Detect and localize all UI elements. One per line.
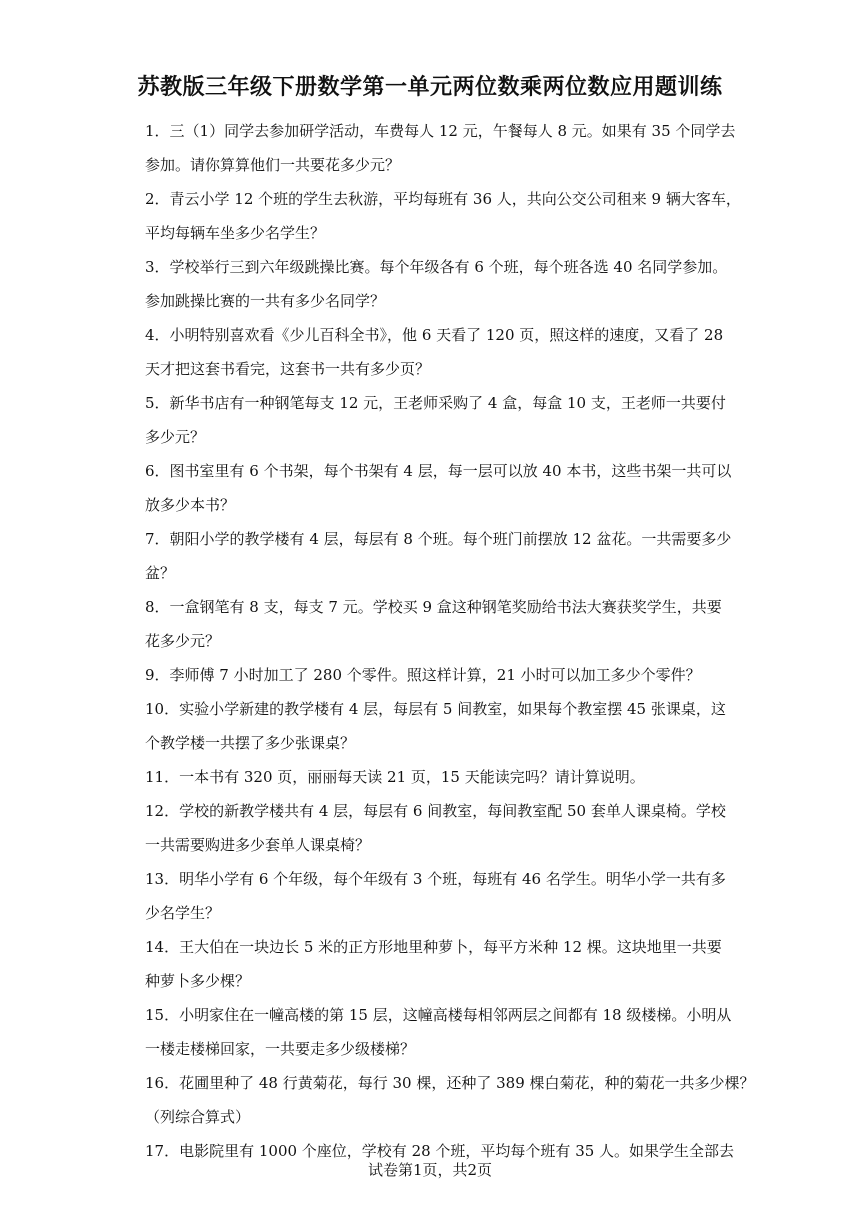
question-item: [145, 386, 726, 454]
question-line: 13．明华小学有 6 个年级，每个年级有 3 个班，每班有 46 名学生。明华小学一共有多: [145, 870, 726, 888]
question-item: [145, 590, 722, 658]
question-item: [145, 692, 726, 760]
question-line: 8．一盒钢笔有 8 支，每支 7 元。学校买 9 盒这种钢笔奖励给书法大赛获奖学生，共要: [145, 598, 722, 616]
question-line: 9．李师傅 7 小时加工了 280 个零件。照这样计算，21 小时可以加工多少个零件？: [145, 666, 701, 684]
question-line: 参加跳操比赛的一共有多少名同学？: [145, 292, 386, 310]
question-item: [145, 998, 732, 1066]
question-line: 花多少元？: [145, 632, 221, 650]
question-item: [145, 522, 732, 590]
question-item: [145, 454, 732, 522]
question-item: [145, 862, 726, 930]
question-item: [145, 760, 717, 794]
question-line: 种萝卜多少棵？: [145, 972, 251, 990]
question-item: [145, 1066, 755, 1134]
question-item: [145, 182, 741, 250]
question-line: 16．花圃里种了 48 行黄菊花，每行 30 棵，还种了 389 棵白菊花，种的菊花一共多少棵？: [145, 1074, 755, 1092]
question-line: （列综合算式）: [145, 1108, 251, 1126]
question-line: 少名学生？: [145, 904, 221, 922]
question-line: 3．学校举行三到六年级跳操比赛。每个年级各有 6 个班，每个班各选 40 名同学参加。: [145, 258, 728, 276]
question-item: [145, 794, 726, 862]
question-line: 参加。请你算算他们一共要花多少元？: [145, 156, 401, 174]
question-line: 平均每辆车坐多少名学生？: [145, 224, 326, 242]
question-line: 一共需要购进多少套单人课桌椅？: [145, 836, 371, 854]
question-line: 10．实验小学新建的教学楼有 4 层，每层有 5 间教室，如果每个教室摆 45 张课桌，这: [145, 700, 726, 718]
question-line: 5．新华书店有一种钢笔每支 12 元，王老师采购了 4 盒，每盒 10 支，王老师一共要付: [145, 394, 726, 412]
question-line: 盆？: [145, 564, 176, 582]
question-list: [145, 114, 755, 1168]
question-line: 一楼走楼梯回家，一共要走多少级楼梯？: [145, 1040, 416, 1058]
question-item: [145, 658, 717, 692]
question-item: [145, 114, 736, 182]
question-item: [145, 318, 724, 386]
question-item: [145, 930, 722, 998]
question-line: 个教学楼一共摆了多少张课桌？: [145, 734, 356, 752]
question-line: 14．王大伯在一块边长 5 米的正方形地里种萝卜，每平方米种 12 棵。这块地里一共要: [145, 938, 722, 956]
question-line: 2．青云小学 12 个班的学生去秋游，平均每班有 36 人，共向公交公司租来 9 辆大客车，: [145, 190, 741, 208]
question-line: 7．朝阳小学的教学楼有 4 层，每层有 8 个班。每个班门前摆放 12 盆花。一共需要多少: [145, 530, 732, 548]
question-line: 12．学校的新教学楼共有 4 层，每层有 6 间教室，每间教室配 50 套单人课桌椅。学校: [145, 802, 726, 820]
question-line: 11．一本书有 320 页，丽丽每天读 21 页，15 天能读完吗？请计算说明。: [145, 768, 645, 786]
page-title: 苏教版三年级下册数学第一单元两位数乘两位数应用题训练: [137, 74, 723, 100]
page-footer: 试卷第1页，共2页: [367, 1161, 493, 1179]
question-line: 15．小明家住在一幢高楼的第 15 层，这幢高楼每相邻两层之间都有 18 级楼梯。小明从: [145, 1006, 732, 1024]
question-line: 17．电影院里有 1000 个座位，学校有 28 个班，平均每个班有 35 人。如果学生全部去: [145, 1142, 735, 1160]
question-line: 1．三（1）同学去参加研学活动，车费每人 12 元，午餐每人 8 元。如果有 35 个同学去: [145, 122, 736, 140]
question-line: 4．小明特别喜欢看《少儿百科全书》，他 6 天看了 120 页，照这样的速度，又看了 28: [145, 326, 724, 344]
question-item: [145, 250, 728, 318]
question-line: 放多少本书？: [145, 496, 236, 514]
question-line: 多少元？: [145, 428, 206, 446]
question-line: 6．图书室里有 6 个书架，每个书架有 4 层，每一层可以放 40 本书，这些书架一共可以: [145, 462, 732, 480]
question-line: 天才把这套书看完，这套书一共有多少页？: [145, 360, 431, 378]
